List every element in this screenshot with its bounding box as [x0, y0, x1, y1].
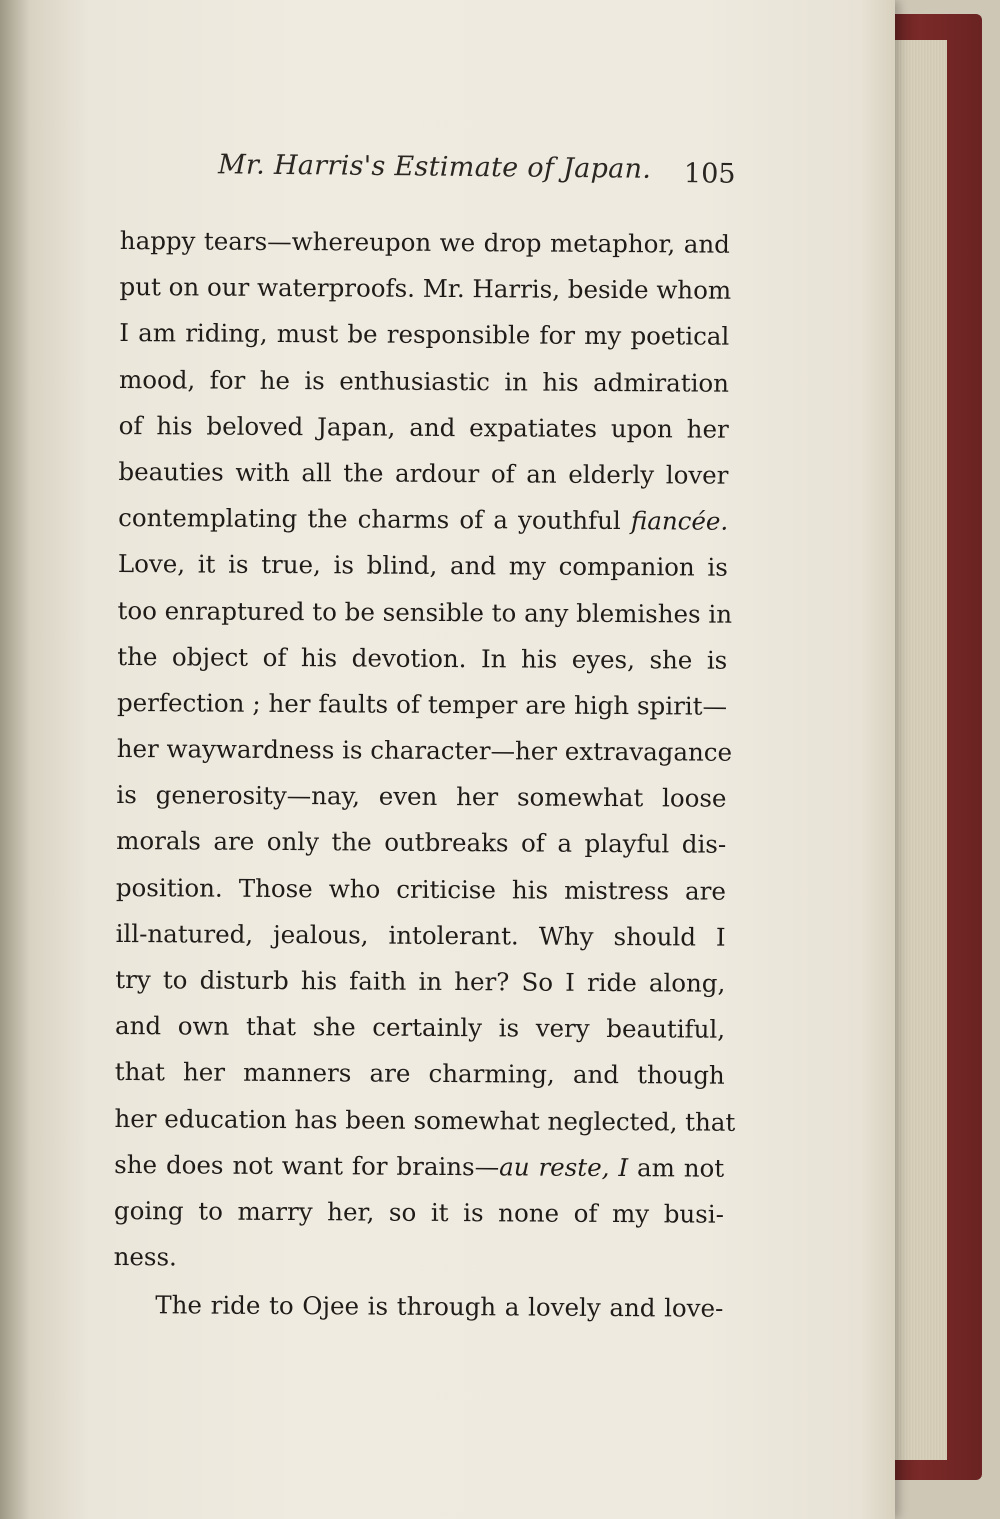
- text-line: going to marry her, so it is none of my busi-: [113, 1195, 725, 1229]
- text-line: try to disturb his faith in her? So I ride along,: [115, 964, 726, 998]
- italic-text: fiancée.: [630, 506, 729, 536]
- text-line: happy tears—whereupon we drop metaphor, and: [119, 225, 730, 259]
- text-line: of his beloved Japan, and expatiates upon her: [118, 410, 729, 444]
- page-edges: [888, 40, 947, 1460]
- text-line: beauties with all the ardour of an elderly lover: [118, 456, 729, 490]
- text-line: too enraptured to be sensible to any blemishes in: [117, 595, 733, 629]
- text-line: is generosity—nay, even her somewhat loose: [116, 780, 727, 813]
- text-line: position. Those who criticise his mistress are: [115, 872, 726, 906]
- text-line: and own that she certainly is very beautiful,: [114, 1011, 726, 1044]
- running-head: [218, 149, 738, 194]
- page-number: 105: [683, 158, 736, 190]
- text-line: ill-natured, jealous, intolerant. Why should I: [115, 918, 726, 952]
- paragraph-start-line: The ride to Ojee is through a lovely and love-: [155, 1290, 724, 1324]
- text-line: contemplating the charms of a youthful fiancée.: [118, 503, 729, 536]
- text-line: the object of his devotion. In his eyes, she is: [117, 641, 728, 675]
- text-line: that her manners are charming, and though: [114, 1057, 725, 1091]
- text-line: Love, it is true, is blind, and my companion is: [117, 549, 728, 583]
- text-line: ness.: [113, 1242, 177, 1272]
- text-line: mood, for he is enthusiastic in his admiration: [118, 364, 730, 398]
- text-line: morals are only the outbreaks of a playful dis-: [116, 826, 727, 860]
- text-line: she does not want for brains—au reste, I am not: [114, 1149, 725, 1183]
- text-line: put on our waterproofs. Mr. Harris, beside whom: [119, 272, 732, 305]
- text-line: her education has been somewhat neglected, that: [114, 1103, 736, 1137]
- italic-text: au reste, I: [499, 1152, 629, 1182]
- text-line: I am riding, must be responsible for my poetical: [119, 318, 730, 352]
- running-title: Mr. Harris's Estimate of Japan.: [217, 149, 652, 185]
- text-line: perfection ; her faults of temper are high spirit—: [116, 687, 728, 721]
- text-line: her waywardness is character—her extravagance: [116, 734, 733, 767]
- body-text: [113, 218, 736, 1332]
